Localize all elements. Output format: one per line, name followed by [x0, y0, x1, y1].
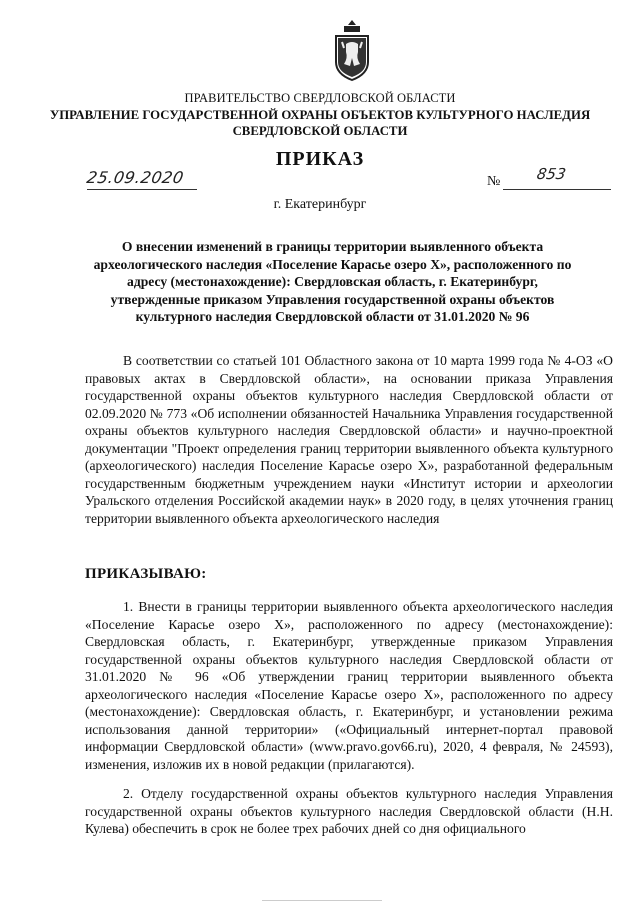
scan-edge-mark — [262, 900, 382, 901]
coat-of-arms-emblem-icon — [330, 18, 374, 82]
order-subject: О внесении изменений в границы территории выявленного объекта археологического наследия «Поселение Карасье озеро Х», расположенного по адресу (местонахождение): Свердловская область, г. Екатеринбург, утвержденные приказом Управления государственной охраны объектов культурного наследия Свердловской области от 31.01.2020 № 96 — [93, 239, 572, 324]
department-title-line2: СВЕРДЛОВСКОЙ ОБЛАСТИ — [232, 124, 408, 138]
preamble-paragraph: В соответствии со статьей 101 Областного закона от 10 марта 1999 года № 4-ОЗ «О правовых актах в Свердловской области», на основании приказа Управления государственной охраны объектов культурного наследия Свердловской области от 02.09.2020 № 773 «Об исполнении обязанностей Начальника Управления государственной охраны объектов культурного наследия Свердловской области» и научно-проектной документации "Проект определения границ территории выявленного объекта культурного (археологического) наследия Поселение Карасье озеро Х», разработанной федеральным государственным бюджетным учреждением науки «Институт истории и археологии Уральского отделения Российской академии наук» в 2020 году, в целях уточнения границ территории выявленного объекта археологического наследия — [85, 353, 613, 526]
government-title: ПРАВИТЕЛЬСТВО СВЕРДЛОВСКОЙ ОБЛАСТИ — [184, 91, 456, 105]
item-1-paragraph: 1. Внести в границы территории выявленного объекта археологического наследия «Поселение Карасье озеро Х», расположенного по адресу (местонахождение): Свердловская область, г. Екатеринбург, утвержденные приказом Управления государственной охраны объектов культурного наследия Свердловской области от 31.01.2020 № 96 «Об утверждении границ территории выявленного объекта археологического наследия «Поселение Карасье озеро Х», расположенного по адресу (местонахождение): Свердловская область, г. Екатеринбург, и установлении режима использования данной территории» («Официальный интернет-портал правовой информации Свердловской области» (www.pravo.gov66.ru), 2020, 4 февраля, № 24593), изменения, изложив их в новой редакции (прилагаются). — [85, 599, 613, 772]
department-title — [0, 107, 640, 139]
item-2-paragraph: 2. Отделу государственной охраны объектов культурного наследия Управления государственной охраны объектов культурного наследия Свердловской области (Н.Н. Кулева) обеспечить в срок не более трех рабочих дней со дня официального — [85, 786, 613, 836]
order-directive: ПРИКАЗЫВАЮ: — [85, 566, 207, 582]
date-underline — [87, 189, 197, 190]
number-label: № — [487, 174, 501, 189]
order-number: 853 — [535, 165, 568, 183]
department-title-line1: УПРАВЛЕНИЕ ГОСУДАРСТВЕННОЙ ОХРАНЫ ОБЪЕКТОВ КУЛЬТУРНОГО НАСЛЕДИЯ — [49, 108, 591, 122]
document-type: ПРИКАЗ — [275, 148, 365, 170]
city: г. Екатеринбург — [273, 197, 367, 212]
order-date: 25.09.2020 — [85, 168, 186, 187]
number-underline — [503, 189, 611, 190]
